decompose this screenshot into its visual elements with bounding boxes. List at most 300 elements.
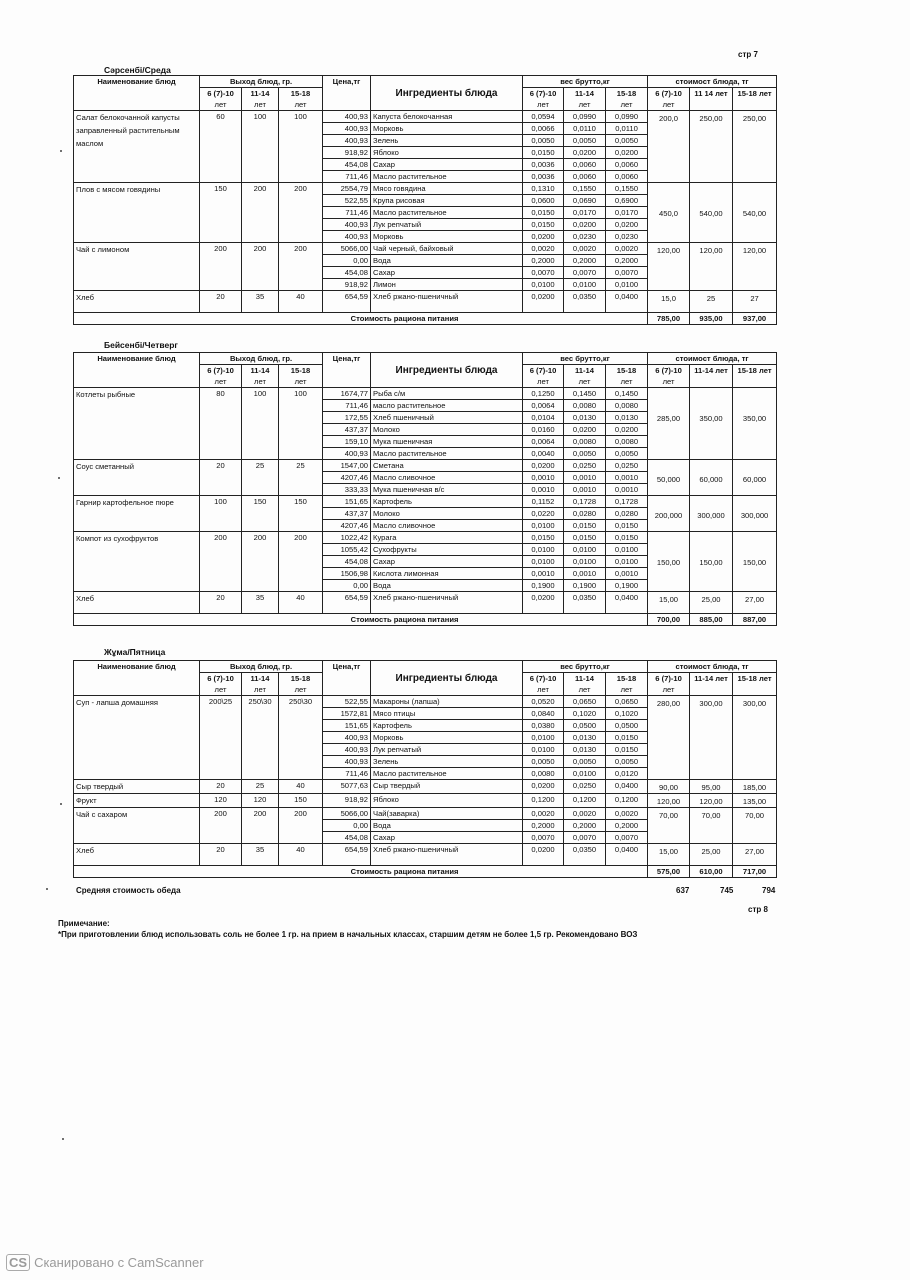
scan-speck: [60, 803, 62, 805]
ingredient-name: Сметана: [371, 460, 523, 472]
header-age-group: 6 (7)-10: [648, 365, 690, 377]
total-cost: 610,00: [690, 866, 733, 878]
gross-weight: 0,0100: [606, 279, 648, 291]
gross-weight: 0,0080: [606, 436, 648, 448]
portion-weight: 40: [279, 844, 323, 866]
ingredient-price: 711,46: [323, 400, 371, 412]
gross-weight: 0,0690: [564, 195, 606, 207]
gross-weight: 0,0060: [564, 159, 606, 171]
portion-weight: 200: [279, 183, 323, 243]
gross-weight: 0,0650: [564, 696, 606, 708]
header-age-group: 15-18: [279, 365, 323, 377]
dish-cost: 150,00: [733, 532, 777, 592]
header-dish-cost: стоимост блюда, тг: [648, 661, 777, 673]
gross-weight: 0,0350: [564, 592, 606, 614]
gross-weight: 0,0150: [606, 744, 648, 756]
gross-weight: 0,0070: [523, 832, 564, 844]
header-dish-name: Наименование блюд: [74, 353, 200, 388]
ingredient-row: [74, 696, 777, 708]
header-years: лет: [242, 99, 279, 111]
dish-cost: 135,00: [733, 794, 777, 808]
gross-weight: 0,0230: [564, 231, 606, 243]
gross-weight: 0,2000: [564, 255, 606, 267]
gross-weight: 0,0130: [564, 744, 606, 756]
header-years: лет: [523, 99, 564, 111]
header-age-group: 11 14 лет: [690, 88, 733, 100]
ingredient-price: 172,55: [323, 412, 371, 424]
ingredient-price: 400,93: [323, 111, 371, 123]
camscanner-watermark: [6, 1254, 204, 1271]
ingredient-price: 918,92: [323, 794, 371, 808]
ingredient-price: 159,10: [323, 436, 371, 448]
gross-weight: 0,1200: [523, 794, 564, 808]
header-years: лет: [200, 376, 242, 388]
ingredient-price: 151,65: [323, 496, 371, 508]
portion-weight: 25: [279, 460, 323, 496]
camscanner-text: Сканировано с CamScanner: [34, 1255, 204, 1270]
gross-weight: 0,0036: [523, 159, 564, 171]
ingredient-name: Морковь: [371, 123, 523, 135]
header-years: лет: [200, 684, 242, 696]
gross-weight: 0,0050: [564, 135, 606, 147]
gross-weight: 0,0150: [564, 520, 606, 532]
ingredient-name: Мука пшеничная в/с: [371, 484, 523, 496]
gross-weight: 0,0050: [564, 756, 606, 768]
gross-weight: 0,0060: [564, 171, 606, 183]
ingredient-name: Чай(заварка): [371, 808, 523, 820]
note-title: Примечание:: [58, 919, 110, 928]
average-cost-value-1: 637: [676, 886, 690, 895]
gross-weight: 0,0280: [606, 508, 648, 520]
gross-weight: 0,0010: [523, 472, 564, 484]
gross-weight: 0,0130: [606, 412, 648, 424]
portion-weight: 200: [279, 532, 323, 592]
header-age-group: 15-18: [606, 88, 648, 100]
gross-weight: 0,1200: [564, 794, 606, 808]
gross-weight: 0,1900: [564, 580, 606, 592]
ingredient-price: 2554,79: [323, 183, 371, 195]
ingredient-price: 333,33: [323, 484, 371, 496]
header-empty: [733, 99, 777, 111]
portion-weight: 40: [279, 592, 323, 614]
gross-weight: 0,0100: [564, 768, 606, 780]
gross-weight: 0,0280: [564, 508, 606, 520]
header-price: Цена,тг: [323, 353, 371, 388]
dish-name: Хлеб: [74, 592, 200, 614]
total-row: [74, 866, 777, 878]
header-age-group: 15-18: [279, 88, 323, 100]
header-portion: Выход блюд, гр.: [200, 353, 323, 365]
ingredient-name: Вода: [371, 255, 523, 267]
portion-weight: 100: [242, 111, 279, 183]
portion-weight: 35: [242, 592, 279, 614]
ingredient-price: 454,08: [323, 267, 371, 279]
gross-weight: 0,0070: [523, 267, 564, 279]
dish-cost: 27: [733, 291, 777, 313]
header-age-group: 6 (7)-10: [648, 673, 690, 685]
header-years: лет: [564, 99, 606, 111]
header-age-group: 15-18: [279, 673, 323, 685]
portion-weight: 250\30: [242, 696, 279, 780]
dish-cost: 250,00: [733, 111, 777, 183]
ingredient-price: 454,08: [323, 159, 371, 171]
header-age-group: 6 (7)-10: [200, 88, 242, 100]
header-empty: [733, 684, 777, 696]
dish-cost: 25,00: [690, 592, 733, 614]
gross-weight: 0,0010: [606, 472, 648, 484]
header-empty: [690, 99, 733, 111]
gross-weight: 0,0500: [606, 720, 648, 732]
total-cost: 887,00: [733, 614, 777, 626]
average-cost-label: Средняя стоимость обеда: [76, 886, 181, 895]
gross-weight: 0,1550: [564, 183, 606, 195]
gross-weight: 0,0020: [564, 243, 606, 255]
dish-cost: 350,00: [690, 388, 733, 460]
ingredient-price: 5066,00: [323, 808, 371, 820]
header-dish-cost: стоимост блюда, тг: [648, 353, 777, 365]
header-age-group: 6 (7)-10: [200, 365, 242, 377]
ingredient-name: Лимон: [371, 279, 523, 291]
gross-weight: 0,1152: [523, 496, 564, 508]
gross-weight: 0,0100: [564, 544, 606, 556]
portion-weight: 20: [200, 780, 242, 794]
average-cost-value-2: 745: [720, 886, 734, 895]
ingredient-price: 437,37: [323, 508, 371, 520]
dish-cost: 60,000: [690, 460, 733, 496]
ingredient-name: Хлеб ржано-пшеничный: [371, 844, 523, 866]
dish-cost: 50,000: [648, 460, 690, 496]
gross-weight: 0,0050: [564, 448, 606, 460]
gross-weight: 0,0400: [606, 592, 648, 614]
gross-weight: 0,0070: [564, 832, 606, 844]
ingredient-name: Яблоко: [371, 794, 523, 808]
gross-weight: 0,0010: [523, 484, 564, 496]
gross-weight: 0,0080: [564, 400, 606, 412]
total-cost: 785,00: [648, 313, 690, 325]
menu-table: [73, 75, 777, 325]
ingredient-name: Масло сливочное: [371, 472, 523, 484]
gross-weight: 0,0200: [606, 219, 648, 231]
header-gross-weight: вес брутто,кг: [523, 353, 648, 365]
dish-cost: 540,00: [733, 183, 777, 243]
page-number-bottom: стр 8: [748, 905, 768, 914]
total-label: Стоимость рациона питания: [74, 614, 648, 626]
gross-weight: 0,0200: [564, 147, 606, 159]
header-age-group: 15-18: [606, 365, 648, 377]
dish-cost: 120,00: [648, 794, 690, 808]
dish-name: Хлеб: [74, 291, 200, 313]
gross-weight: 0,0036: [523, 171, 564, 183]
gross-weight: 0,6900: [606, 195, 648, 207]
dish-name: Суп - лапша домашняя: [74, 696, 200, 780]
header-years: лет: [523, 376, 564, 388]
ingredient-name: Лук репчатый: [371, 744, 523, 756]
gross-weight: 0,0200: [523, 780, 564, 794]
ingredient-price: 400,93: [323, 448, 371, 460]
scan-speck: [62, 1138, 64, 1140]
dish-name: Фрукт: [74, 794, 200, 808]
header-ingredients: Ингредиенты блюда: [371, 76, 523, 111]
ingredient-name: Хлеб ржано-пшеничный: [371, 291, 523, 313]
ingredient-price: 711,46: [323, 207, 371, 219]
gross-weight: 0,0104: [523, 412, 564, 424]
portion-weight: 20: [200, 291, 242, 313]
header-years: лет: [564, 684, 606, 696]
portion-weight: 150: [242, 496, 279, 532]
portion-weight: 200: [242, 183, 279, 243]
portion-weight: 20: [200, 844, 242, 866]
ingredient-name: Вода: [371, 820, 523, 832]
portion-weight: 200: [200, 243, 242, 291]
header-dish-cost: стоимост блюда, тг: [648, 76, 777, 88]
gross-weight: 0,0170: [606, 207, 648, 219]
dish-cost: 27,00: [733, 592, 777, 614]
portion-weight: 150: [200, 183, 242, 243]
total-cost: 717,00: [733, 866, 777, 878]
header-age-group: 15-18 лет: [733, 88, 777, 100]
portion-weight: 20: [200, 592, 242, 614]
gross-weight: 0,1020: [564, 708, 606, 720]
gross-weight: 0,0150: [564, 532, 606, 544]
ingredient-row: [74, 496, 777, 508]
ingredient-name: Лук репчатый: [371, 219, 523, 231]
gross-weight: 0,1900: [606, 580, 648, 592]
gross-weight: 0,0100: [523, 544, 564, 556]
header-years: лет: [648, 99, 690, 111]
gross-weight: 0,0070: [606, 832, 648, 844]
ingredient-price: 522,55: [323, 696, 371, 708]
dish-cost: 300,00: [733, 696, 777, 780]
scan-speck: [58, 477, 60, 479]
header-age-group: 11-14: [242, 88, 279, 100]
ingredient-price: 918,92: [323, 147, 371, 159]
gross-weight: 0,0080: [606, 400, 648, 412]
dish-cost: 120,00: [690, 794, 733, 808]
gross-weight: 0,2000: [564, 820, 606, 832]
ingredient-price: 454,08: [323, 556, 371, 568]
dish-cost: 60,000: [733, 460, 777, 496]
portion-weight: 150: [279, 794, 323, 808]
ingredient-name: Картофель: [371, 720, 523, 732]
gross-weight: 0,0080: [564, 436, 606, 448]
ingredient-row: [74, 111, 777, 123]
gross-weight: 0,0400: [606, 780, 648, 794]
header-age-group: 6 (7)-10: [523, 673, 564, 685]
gross-weight: 0,0350: [564, 844, 606, 866]
gross-weight: 0,0120: [606, 768, 648, 780]
gross-weight: 0,0060: [606, 159, 648, 171]
total-label: Стоимость рациона питания: [74, 313, 648, 325]
gross-weight: 0,0200: [564, 424, 606, 436]
gross-weight: 0,2000: [606, 255, 648, 267]
gross-weight: 0,0990: [606, 111, 648, 123]
gross-weight: 0,0130: [564, 412, 606, 424]
gross-weight: 0,0400: [606, 844, 648, 866]
gross-weight: 0,0200: [523, 844, 564, 866]
ingredient-price: 711,46: [323, 768, 371, 780]
dish-cost: 120,00: [648, 243, 690, 291]
page-number-top: стр 7: [738, 50, 758, 59]
gross-weight: 0,0020: [606, 243, 648, 255]
ingredient-price: 0,00: [323, 820, 371, 832]
gross-weight: 0,0010: [564, 472, 606, 484]
ingredient-price: 4207,46: [323, 520, 371, 532]
gross-weight: 0,1020: [606, 708, 648, 720]
dish-cost: 70,00: [733, 808, 777, 844]
header-age-group: 11-14 лет: [690, 365, 733, 377]
header-years: лет: [279, 376, 323, 388]
ingredient-price: 400,93: [323, 756, 371, 768]
ingredient-name: Молоко: [371, 508, 523, 520]
total-cost: 575,00: [648, 866, 690, 878]
gross-weight: 0,0050: [606, 448, 648, 460]
portion-weight: 25: [242, 780, 279, 794]
ingredient-name: Хлеб ржано-пшеничный: [371, 592, 523, 614]
portion-weight: 200\25: [200, 696, 242, 780]
ingredient-row: [74, 291, 777, 313]
dish-name: Гарнир картофельное пюре: [74, 496, 200, 532]
header-age-group: 11-14: [242, 365, 279, 377]
ingredient-price: 1674,77: [323, 388, 371, 400]
gross-weight: 0,0400: [606, 291, 648, 313]
header-years: лет: [200, 99, 242, 111]
dish-cost: 350,00: [733, 388, 777, 460]
header-years: лет: [648, 376, 690, 388]
ingredient-price: 4207,46: [323, 472, 371, 484]
portion-weight: 40: [279, 291, 323, 313]
camscanner-logo: CS: [6, 1254, 30, 1271]
gross-weight: 0,0150: [606, 532, 648, 544]
gross-weight: 0,0010: [523, 568, 564, 580]
ingredient-price: 654,59: [323, 291, 371, 313]
header-empty: [690, 376, 733, 388]
header-age-group: 15-18 лет: [733, 673, 777, 685]
portion-weight: 200: [242, 532, 279, 592]
gross-weight: 0,0380: [523, 720, 564, 732]
ingredient-price: 654,59: [323, 592, 371, 614]
header-age-group: 11-14 лет: [690, 673, 733, 685]
header-gross-weight: вес брутто,кг: [523, 661, 648, 673]
header-age-group: 11-14: [564, 673, 606, 685]
portion-weight: 200: [242, 243, 279, 291]
gross-weight: 0,0500: [564, 720, 606, 732]
gross-weight: 0,1550: [606, 183, 648, 195]
scan-speck: [46, 888, 48, 890]
header-years: лет: [606, 684, 648, 696]
gross-weight: 0,1310: [523, 183, 564, 195]
gross-weight: 0,2000: [523, 820, 564, 832]
gross-weight: 0,0250: [564, 780, 606, 794]
gross-weight: 0,0230: [606, 231, 648, 243]
dish-cost: 300,000: [733, 496, 777, 532]
gross-weight: 0,0050: [523, 135, 564, 147]
header-age-group: 11-14: [242, 673, 279, 685]
menu-table: [73, 660, 777, 878]
portion-weight: 35: [242, 291, 279, 313]
ingredient-name: Мясо птицы: [371, 708, 523, 720]
ingredient-name: Капуста белокочанная: [371, 111, 523, 123]
gross-weight: 0,0200: [606, 424, 648, 436]
ingredient-price: 522,55: [323, 195, 371, 207]
dish-cost: 25,00: [690, 844, 733, 866]
dish-cost: 200,000: [648, 496, 690, 532]
total-cost: 700,00: [648, 614, 690, 626]
header-age-group: 6 (7)-10: [523, 88, 564, 100]
dish-cost: 25: [690, 291, 733, 313]
portion-weight: 100: [279, 111, 323, 183]
header-years: лет: [648, 684, 690, 696]
menu-table: [73, 352, 777, 626]
ingredient-name: Масло сливочное: [371, 520, 523, 532]
ingredient-name: Макароны (лапша): [371, 696, 523, 708]
ingredient-price: 400,93: [323, 732, 371, 744]
ingredient-name: Сахар: [371, 267, 523, 279]
dish-cost: 300,00: [690, 696, 733, 780]
day-title-friday: Жұма/Пятница: [104, 647, 166, 657]
gross-weight: 0,0200: [523, 460, 564, 472]
gross-weight: 0,0150: [606, 732, 648, 744]
ingredient-name: Молоко: [371, 424, 523, 436]
header-dish-name: Наименование блюд: [74, 76, 200, 111]
dish-cost: 185,00: [733, 780, 777, 794]
gross-weight: 0,0010: [564, 568, 606, 580]
gross-weight: 0,0100: [523, 520, 564, 532]
gross-weight: 0,0080: [523, 768, 564, 780]
header-years: лет: [606, 376, 648, 388]
gross-weight: 0,1450: [564, 388, 606, 400]
ingredient-price: 918,92: [323, 279, 371, 291]
portion-weight: 120: [200, 794, 242, 808]
ingredient-price: 400,93: [323, 123, 371, 135]
dish-cost: 450,0: [648, 183, 690, 243]
ingredient-price: 437,37: [323, 424, 371, 436]
ingredient-price: 711,46: [323, 171, 371, 183]
header-ingredients: Ингредиенты блюда: [371, 353, 523, 388]
header-empty: [733, 376, 777, 388]
ingredient-row: [74, 844, 777, 866]
header-years: лет: [564, 376, 606, 388]
portion-weight: 20: [200, 460, 242, 496]
ingredient-price: 1022,42: [323, 532, 371, 544]
header-empty: [690, 684, 733, 696]
gross-weight: 0,0840: [523, 708, 564, 720]
gross-weight: 0,0250: [564, 460, 606, 472]
header-years: лет: [606, 99, 648, 111]
portion-weight: 80: [200, 388, 242, 460]
header-dish-name: Наименование блюд: [74, 661, 200, 696]
gross-weight: 0,0650: [606, 696, 648, 708]
ingredient-name: Сахар: [371, 556, 523, 568]
portion-weight: 200: [200, 532, 242, 592]
header-row: [74, 661, 777, 673]
portion-weight: 35: [242, 844, 279, 866]
header-age-group: 11-14: [564, 365, 606, 377]
total-label: Стоимость рациона питания: [74, 866, 648, 878]
dish-name: Плов с мясом говядины: [74, 183, 200, 243]
dish-cost: 120,00: [690, 243, 733, 291]
ingredient-name: Морковь: [371, 231, 523, 243]
header-gross-weight: вес брутто,кг: [523, 76, 648, 88]
gross-weight: 0,0020: [523, 243, 564, 255]
ingredient-name: Яблоко: [371, 147, 523, 159]
total-cost: 937,00: [733, 313, 777, 325]
gross-weight: 0,0100: [523, 744, 564, 756]
portion-weight: 200: [279, 808, 323, 844]
portion-weight: 200: [200, 808, 242, 844]
ingredient-price: 0,00: [323, 255, 371, 267]
dish-cost: 300,000: [690, 496, 733, 532]
gross-weight: 0,0150: [523, 207, 564, 219]
